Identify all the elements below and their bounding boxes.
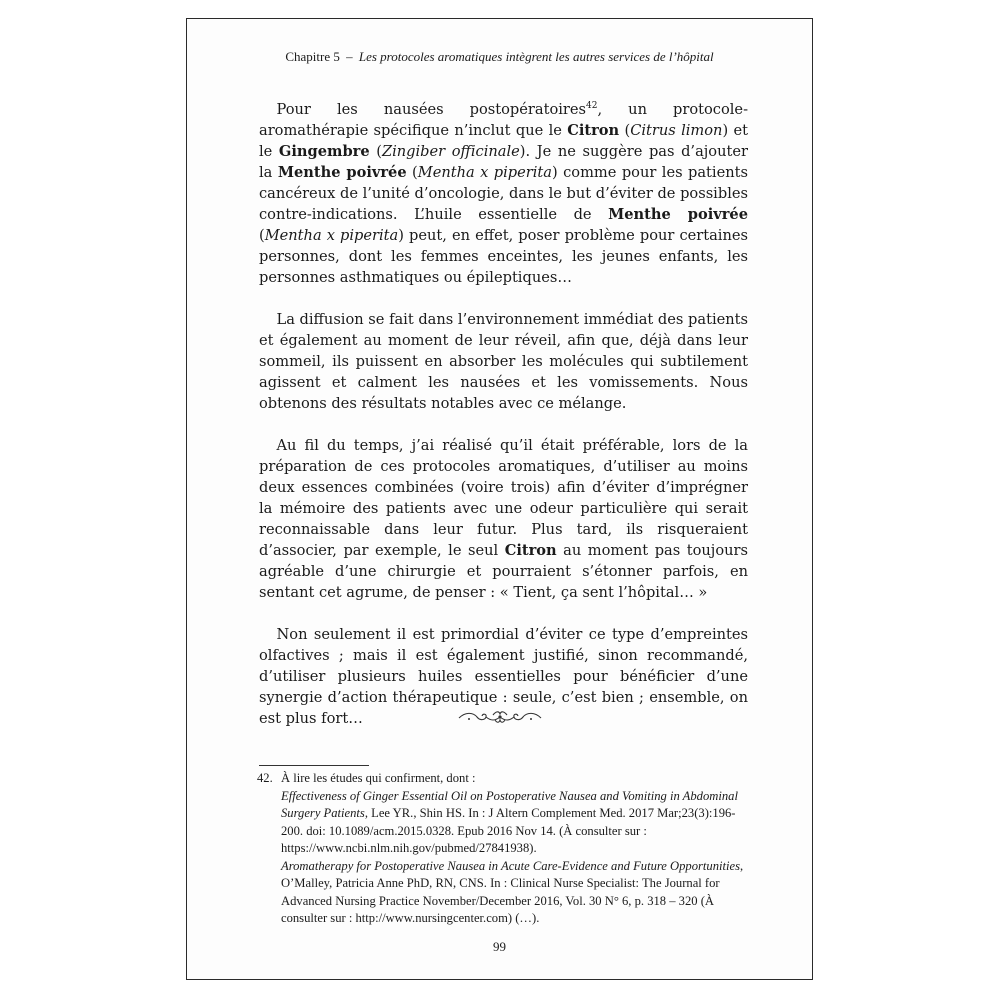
footnote-reference: 42 bbox=[586, 101, 598, 112]
text-run: au moment pas toujours agréable d’une chirurgie et pourraient s’étonner parfois, en sentant cet agrume, de penser : « Tient, ça sent l’hôpital… » bbox=[259, 542, 748, 601]
section-ornament-icon bbox=[187, 709, 812, 729]
paragraph-1 bbox=[259, 99, 748, 288]
footnote-rule bbox=[259, 765, 369, 766]
fleuron-icon bbox=[455, 709, 545, 725]
page-number: 99 bbox=[493, 939, 506, 954]
text-run: Non seulement il est primordial d’éviter ce type d’empreintes olfactives ; mais il est également justifié, sinon recommandé, d’utiliser plusieurs huiles essentielles pour bénéficier d’une synergie d’action thérapeutique : seule, c’est bien ; ensemble, on est plus fort… bbox=[259, 626, 748, 727]
footnote-42 bbox=[257, 770, 757, 788]
reference-details: , O’Malley, Patricia Anne PhD, RN, CNS. In : Clinical Nurse Specialist: The Journal for Advanced Nursing Practice November/December 2016, Vol. 30 N° 6, p. 318 – 320 (À consulter sur : http://www.nursingcenter.com) (…). bbox=[281, 858, 744, 925]
text-run: ) peut, en effet, poser problème pour certaines personnes, dont les femmes enceintes, les jeunes enfants, les personnes asthmatiques ou épileptiques… bbox=[259, 227, 749, 286]
book-page bbox=[186, 18, 813, 980]
latin-name: Mentha x piperita bbox=[417, 164, 552, 181]
text-run: Pour les nausées postopératoires bbox=[276, 101, 587, 118]
text-run: ) comme pour les patients cancéreux de l’unité d’oncologie, dans le but d’éviter de possibles contre-indications. L’huile essentielle de bbox=[259, 164, 748, 223]
text-run: ). Je ne suggère pas d’ajouter la bbox=[259, 143, 748, 181]
latin-name: Mentha x piperita bbox=[264, 227, 399, 244]
footnote-reference-1 bbox=[257, 788, 757, 858]
running-header bbox=[187, 49, 812, 65]
text-run: ) et le bbox=[259, 122, 748, 160]
text-run: ( bbox=[406, 164, 418, 181]
latin-name: Zingiber officinale bbox=[381, 143, 520, 160]
bold-term: Menthe poivrée bbox=[608, 206, 748, 223]
reference-details: , Lee YR., Shin HS. In : J Altern Complement Med. 2017 Mar;23(3):196-200. doi: 10.1089/acm.2015.0328. Epub 2016 Nov 14. (À consulter sur : https://www.ncbi.nlm.nih.gov/pubmed/27841938). bbox=[281, 806, 736, 855]
footnote-number: 42. bbox=[257, 771, 273, 785]
text-run: ( bbox=[619, 122, 631, 139]
header-separator: – bbox=[346, 49, 353, 64]
text-run: ( bbox=[369, 143, 382, 160]
text-run: , un protocole-aromathérapie spécifique n’inclut que le bbox=[259, 101, 748, 139]
paragraph-3 bbox=[259, 435, 748, 603]
bold-term: Menthe poivrée bbox=[277, 164, 407, 181]
reference-title: Effectiveness of Ginger Essential Oil on Postoperative Nausea and Vomiting in Abdominal Surgery Patients bbox=[281, 788, 738, 820]
bold-term: Citron bbox=[504, 542, 557, 559]
latin-name: Citrus limon bbox=[630, 122, 723, 139]
body-text bbox=[259, 99, 748, 750]
bold-term: Gingembre bbox=[278, 143, 370, 160]
footnote-intro: À lire les études qui confirment, dont : bbox=[281, 771, 476, 785]
bold-term: Citron bbox=[567, 122, 620, 139]
text-run: La diffusion se fait dans l’environnement immédiat des patients et également au moment de leur réveil, afin que, déjà dans leur sommeil, ils puissent en absorber les molécules qui subtilement agissent et calment les nausées et les vomissements. Nous obtenons des résultats notables avec ce mélange. bbox=[259, 311, 749, 412]
chapter-label: Chapitre 5 bbox=[285, 49, 340, 64]
footnotes bbox=[257, 770, 757, 928]
paragraph-2 bbox=[259, 309, 748, 414]
text-run: ( bbox=[259, 227, 265, 244]
footnote-reference-2 bbox=[257, 858, 757, 928]
text-run: Au fil du temps, j’ai réalisé qu’il était préférable, lors de la préparation de ces protocoles aromatiques, d’utiliser au moins deux essences combinées (voire trois) afin d’éviter d’imprégner la mémoire des patients avec une odeur particulière qui serait reconnaissable dans leur futur. Plus tard, ils risqueraient d’associer, par exemple, le seul bbox=[259, 437, 748, 559]
chapter-subtitle: Les protocoles aromatiques intègrent les autres services de l’hôpital bbox=[358, 49, 714, 64]
reference-title: Aromatherapy for Postoperative Nausea in Acute Care-Evidence and Future Opportunities bbox=[281, 858, 741, 873]
